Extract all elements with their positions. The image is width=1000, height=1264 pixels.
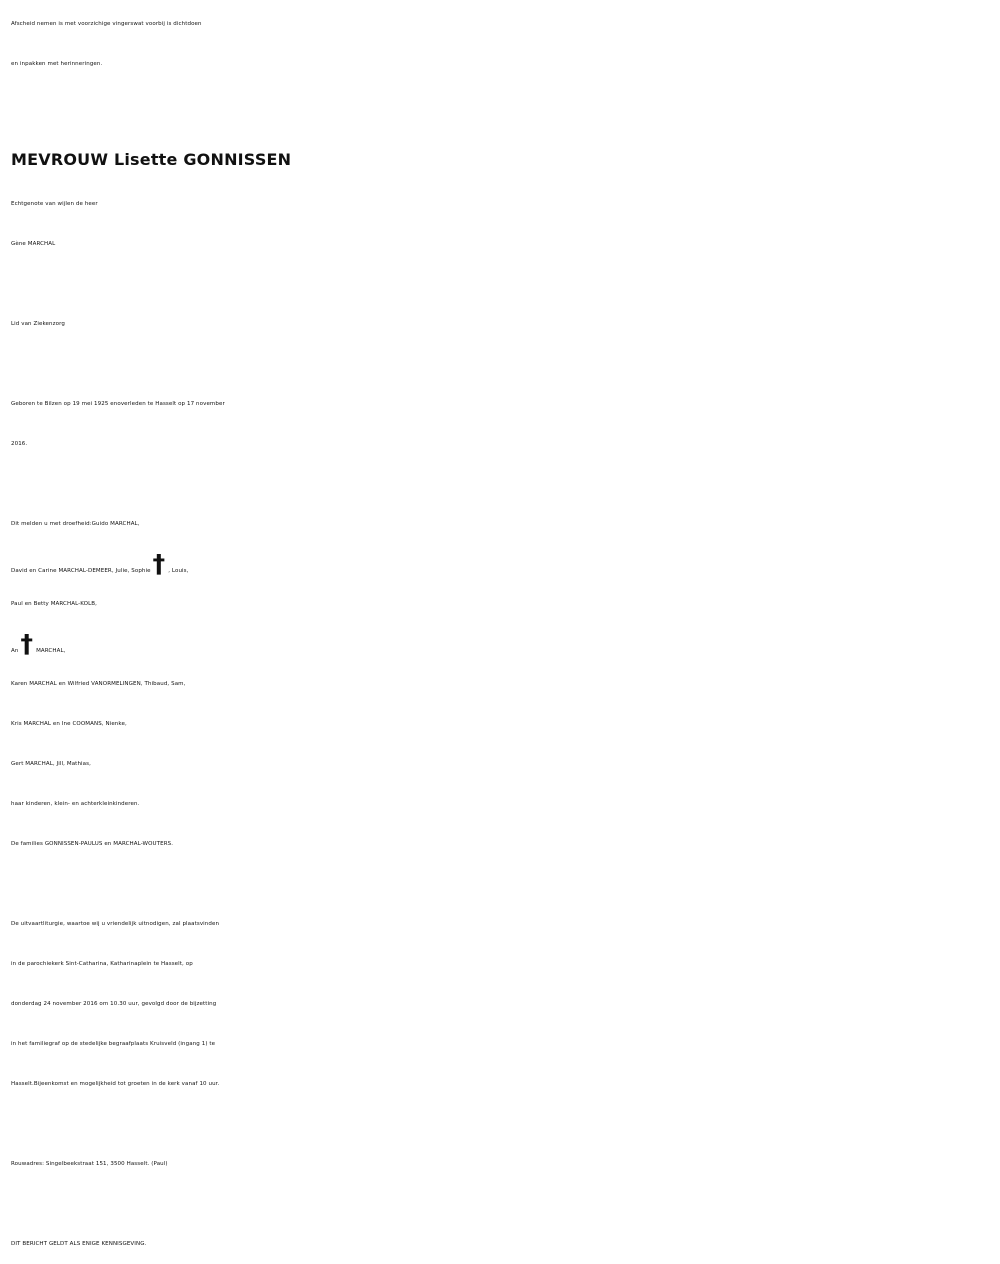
- family-line: Gert MARCHAL, Jill, Mathias,: [11, 761, 91, 767]
- family-text: An: [11, 648, 19, 654]
- spouse-line: Echtgenote van wijlen de heer: [11, 201, 98, 207]
- family-text: David en Carine MARCHAL-DEMEER, Julie, Sophie: [11, 568, 151, 574]
- funeral-line: De uitvaartliturgie, waartoe wij u vriendelijk uitnodigen, zal plaatsvinden: [11, 921, 220, 927]
- birth-death-paragraph: [11, 384, 996, 464]
- family-line: [11, 544, 996, 584]
- spacer: [11, 264, 996, 304]
- birth-death-line: 2016.: [11, 441, 28, 447]
- intro-verse: [11, 4, 996, 84]
- funeral-line: donderdag 24 november 2016 om 10.30 uur, gevolgd door de bijzetting: [11, 1001, 217, 1007]
- spacer: [11, 464, 996, 504]
- notice-line: DIT BERICHT GELDT ALS ENIGE KENNISGEVING.: [11, 1241, 147, 1247]
- spacer: [11, 1104, 996, 1144]
- mourning-address: Rouwadres: Singelbeekstraat 151, 3500 Hasselt. (Paul): [11, 1161, 168, 1167]
- family-paragraph: [11, 504, 996, 864]
- spacer: [11, 344, 996, 384]
- cross-icon: †: [152, 549, 166, 578]
- cross-icon: †: [20, 629, 34, 658]
- deceased-name: MEVROUW Lisette GONNISSEN: [11, 150, 292, 169]
- obituary-document: [11, 4, 996, 1264]
- intro-line: Afscheid nemen is met voorzichige vingerswat voorbij is dichtdoen: [11, 21, 202, 27]
- intro-line: en inpakken met herinneringen.: [11, 61, 103, 67]
- birth-death-line: Geboren te Bilzen op 19 mei 1925 enoverleden te Hasselt op 17 november: [11, 401, 225, 407]
- funeral-line: in het familiegraf op de stedelijke begraafplaats Kruisveld (ingang 1) te: [11, 1041, 216, 1047]
- membership: Lid van Ziekenzorg: [11, 321, 65, 327]
- funeral-line: Hasselt.Bijeenkomst en mogelijkheid tot groeten in de kerk vanaf 10 uur.: [11, 1081, 220, 1087]
- funeral-line: in de parochiekerk Sint-Catharina, Katharinaplein te Hasselt, op: [11, 961, 193, 967]
- family-line: [11, 624, 996, 664]
- family-line: Dit melden u met droefheid:Guido MARCHAL,: [11, 521, 140, 527]
- family-line: Karen MARCHAL en Wilfried VANORMELINGEN, Thibaud, Sam,: [11, 681, 186, 687]
- funeral-paragraph: [11, 904, 996, 1104]
- family-line: Paul en Betty MARCHAL-KOLB,: [11, 601, 97, 607]
- family-line: haar kinderen, klein- en achterkleinkinderen.: [11, 801, 140, 807]
- spouse-name: Gène MARCHAL: [11, 241, 56, 247]
- family-text: MARCHAL,: [36, 648, 66, 654]
- family-line: De families GONNISSEN-PAULUS en MARCHAL-WOUTERS.: [11, 841, 174, 847]
- spacer: [11, 864, 996, 904]
- spacer: [11, 1184, 996, 1224]
- family-line: Kris MARCHAL en Ine COOMANS, Nienke,: [11, 721, 127, 727]
- family-text: , Louis,: [168, 568, 189, 574]
